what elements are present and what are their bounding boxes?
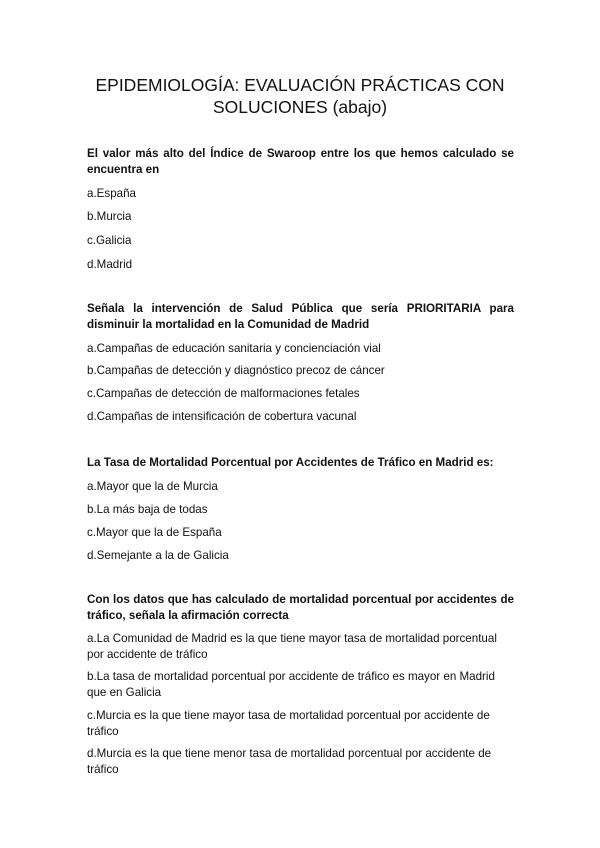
title-line-1: EPIDEMIOLOGÍA: EVALUACIÓN PRÁCTICAS CON xyxy=(95,75,505,95)
question-1: El valor más alto del Índice de Swaroop entre los que hemos calculado se encuentra en xyxy=(87,147,514,176)
question-4-option-c: c.Murcia es la que tiene mayor tasa de mortalidad porcentual por accidente de tráfico xyxy=(87,709,490,738)
title-line-2: SOLUCIONES (abajo) xyxy=(212,97,388,117)
question-1-option-c: c.Galicia xyxy=(87,234,132,247)
question-1-option-b: b.Murcia xyxy=(87,210,132,223)
question-2-option-c: c.Campañas de detección de malformaciones fetales xyxy=(87,387,360,400)
question-2-option-b: b.Campañas de detección y diagnóstico precoz de cáncer xyxy=(87,364,385,377)
question-4: Con los datos que has calculado de mortalidad porcentual por accidentes de tráfico, señala la afirmación correcta xyxy=(87,593,514,622)
question-4-option-b: b.La tasa de mortalidad porcentual por accidente de tráfico es mayor en Madrid que en Galicia xyxy=(87,670,495,699)
question-2-option-a: a.Campañas de educación sanitaria y concienciación vial xyxy=(87,342,381,355)
question-3-option-a: a.Mayor que la de Murcia xyxy=(87,480,218,493)
question-2: Señala la intervención de Salud Pública que sería PRIORITARIA para disminuir la mortalidad en la Comunidad de Madrid xyxy=(87,302,514,331)
question-3-option-c: c.Mayor que la de España xyxy=(87,526,222,539)
question-3: La Tasa de Mortalidad Porcentual por Accidentes de Tráfico en Madrid es: xyxy=(87,456,494,469)
question-3-option-b: b.La más baja de todas xyxy=(87,503,208,516)
question-4-option-d: d.Murcia es la que tiene menor tasa de mortalidad porcentual por accidente de tráfico xyxy=(87,747,492,776)
question-2-option-d: d.Campañas de intensificación de cobertura vacunal xyxy=(87,410,357,423)
question-3-option-d: d.Semejante a la de Galicia xyxy=(87,549,229,562)
question-1-option-d: d.Madrid xyxy=(87,258,133,271)
question-1-option-a: a.España xyxy=(87,187,136,200)
question-4-option-a: a.La Comunidad de Madrid es la que tiene mayor tasa de mortalidad porcentual por accidente de tráfico xyxy=(87,632,497,661)
page-title xyxy=(60,74,540,118)
